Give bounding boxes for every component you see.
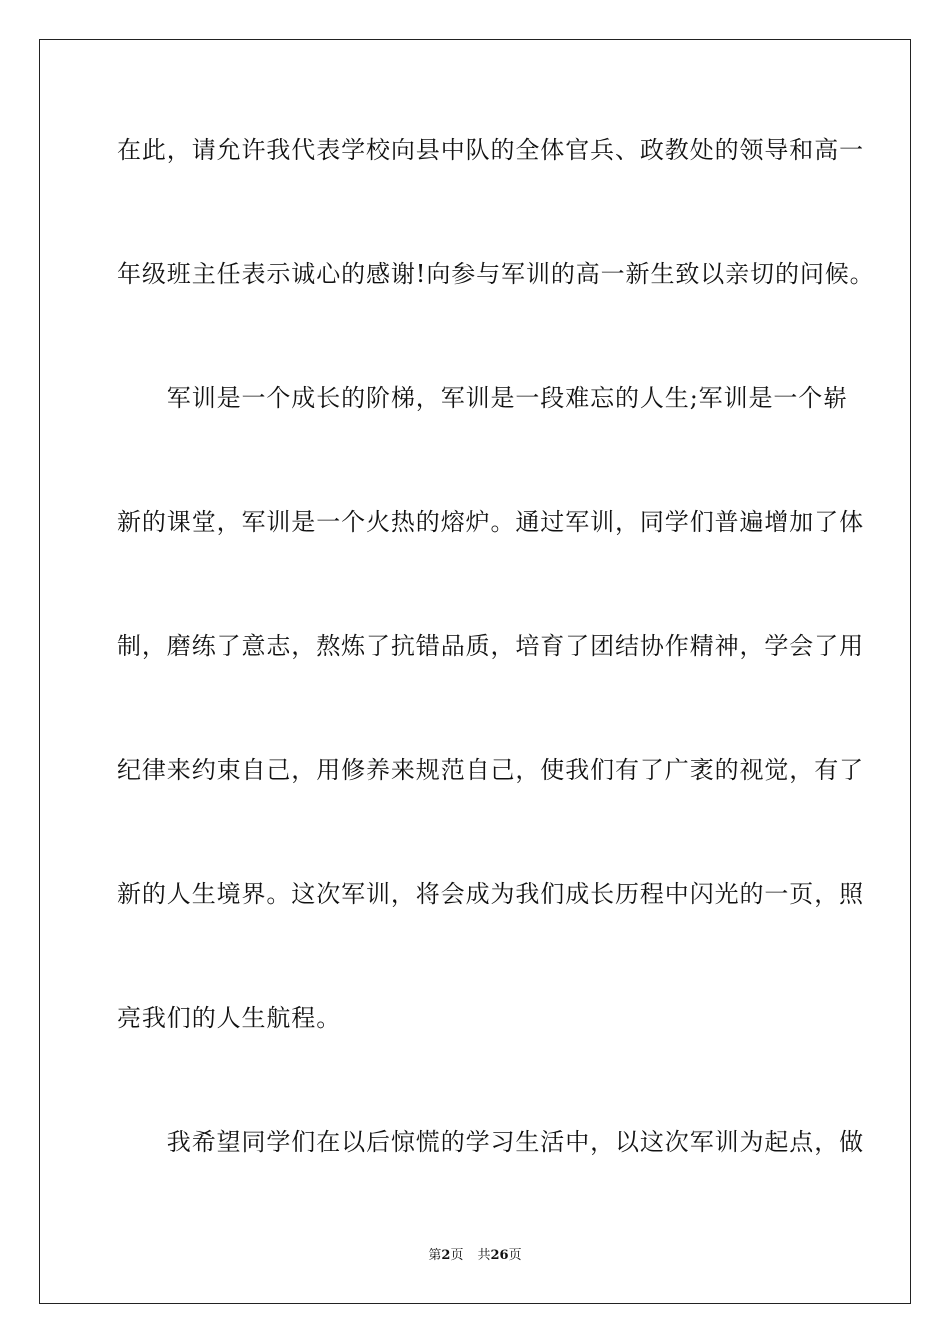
text-line-2: 年级班主任表示诚心的感谢!向参与军训的高一新生致以亲切的问候。 (117, 260, 875, 288)
text-line-8: 亮我们的人生航程。 (117, 1004, 342, 1032)
text-line-5: 制，磨练了意志，熬炼了抗错品质，培育了团结协作精神，学会了用 (117, 632, 864, 660)
footer-total-suffix: 页 (508, 1248, 522, 1263)
footer-total-prefix: 共 (477, 1248, 491, 1263)
text-line-7: 新的人生境界。这次军训，将会成为我们成长历程中闪光的一页，照 (117, 880, 864, 908)
footer-page-number: 2 (441, 1248, 451, 1263)
page-border (39, 39, 911, 1304)
text-line-1: 在此，请允许我代表学校向县中队的全体官兵、政教处的领导和高一 (117, 136, 864, 164)
footer-page-prefix: 第 (428, 1248, 442, 1263)
text-line-9: 我希望同学们在以后惊慌的学习生活中，以这次军训为起点，做 (117, 1128, 864, 1156)
text-line-4: 新的课堂，军训是一个火热的熔炉。通过军训，同学们普遍增加了体 (117, 508, 864, 536)
page-footer (0, 1248, 950, 1264)
footer-page-suffix: 页 (450, 1248, 464, 1263)
text-line-6: 纪律来约束自己，用修养来规范自己，使我们有了广袤的视觉，有了 (117, 756, 864, 784)
text-line-3: 军训是一个成长的阶梯，军训是一段难忘的人生;军训是一个崭 (117, 384, 849, 412)
footer-total-pages: 26 (490, 1248, 509, 1263)
